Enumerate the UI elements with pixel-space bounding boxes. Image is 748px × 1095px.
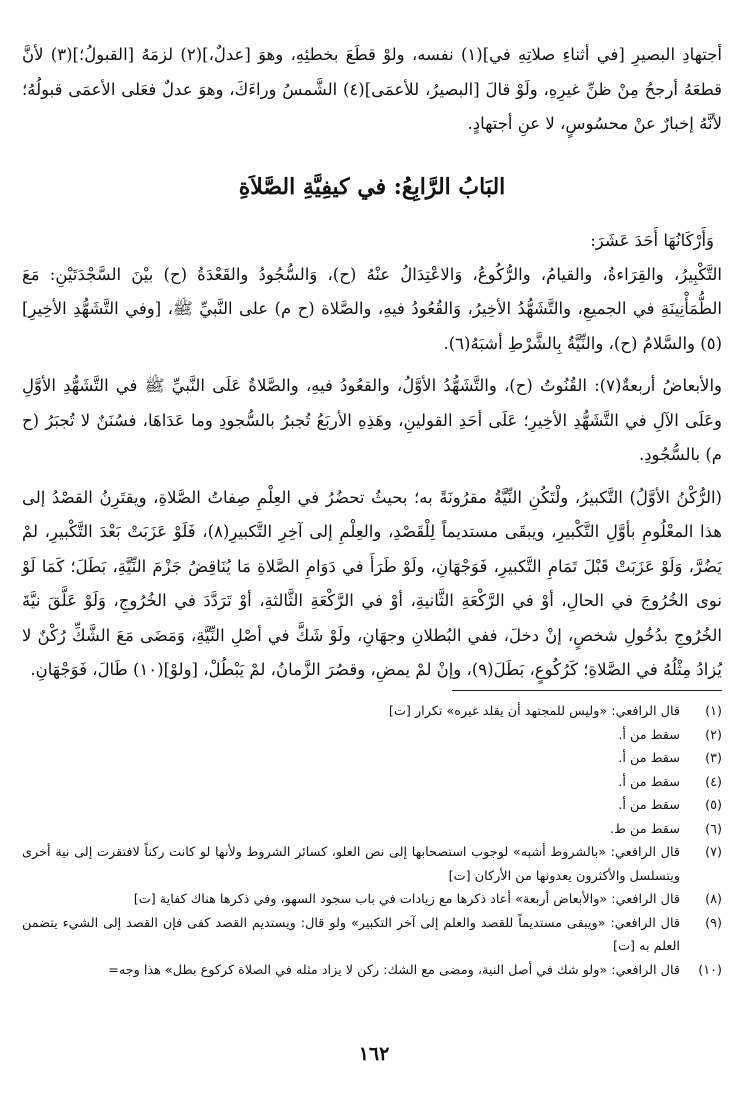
footnote [22, 771, 722, 795]
chapter-title: البَابُ الرَّابِعُ: في كيفِيَّةِ الصَّلاَةِ [238, 173, 506, 200]
footnote [22, 794, 722, 818]
footnote [22, 724, 722, 748]
footnote-divider [452, 690, 722, 691]
first-pillar-paragraph: (الرُّكْنُ الأوَّلُ) التَّكبيرُ، ولْتَكُنِ النِّيَّةُ مقرُونَةً به؛ بحيثُ تحضُرُ في العِلْمِ صِفاتُ الصَّلاةِ، ويقتَرِنُ القصْدُ إلى هذا المعْلُومِ بأوَّلِ التَّكْبيرِ، ويبقَى مستديماً لِلْقَصْدِ، والعِلْمِ إلى آخِرِ التَّكبيرِ(٨)، فَلَوْ عَزَبَتْ بَعْدَ التَّكْبيرِ، لمْ يَضُرَّ، وَلَوْ عَزَبَتْ قَبْلَ تَمَامِ التَّكبيرِ، فَوَجْهَانِ، ولَوْ طَرَأَ في دَوَامِ الصَّلاةِ مَا يُنَاقِضُ جَزْمَ النِّيَّةِ، بَطَلَ؛ كَمَا لَوْ نوى الخُرُوجَ في الحالِ، أوْ في الرَّكْعَةِ الثَّانيةِ، أوْ في الرَّكْعَةِ الثَّالثةِ، أوْ تَرَدَّدَ في الخُرُوجِ، وَلَوْ عَلَّقَ نيَّةَ الخُرُوجِ بدُخُولِ شخصٍ، إنْ دخلَ، ففي البُطلانِ وجهَانِ، ولَوْ شَكَّ في أصْلِ النِّيَّةِ، وَمَضَى مَعَ الشَّكِّ رُكْنٌ لا يُزادُ مِثْلُهُ في الصَّلاةِ؛ كَرُكُوعٍ، بَطَلَ(٩)، وإنْ لمْ يمضِ، وقصُرَ الزَّمانُ، لمْ يَبْطُلْ، [ولوْ](١٠) طَالَ، فَوَجْهَانِ. [22, 487, 723, 679]
footnote [22, 747, 722, 771]
footnote-number: (١) [705, 704, 722, 719]
footnote-text: قال الرافعي: «بالشروط أشبه» لوجوب استصحابها إلى نص العلو، كسائر الشروط ولأنها لو كانت ركناً لافتقرت إلى نية أخرى ويتسلسل والأكثرون يعدونها من الأركان [ت] [22, 845, 680, 884]
pillars-heading: وَأَرْكَانُهَا أَحَدَ عَشَرَ: [590, 230, 714, 250]
pillars-paragraph: التَّكْبِيرُ، والقِرَاءةُ، والقيامُ، والرُّكُوعُ، وَالاعْتِدَالُ عنْهُ (ح)، وَالسُّجُودُ والقَعْدَةُ (ح) بيْنَ السَّجْدَتَيْنِ: مَعَ الطُّمَأْنِينَةِ في الجميعِ، والتَّشَهُّدُ الأخِيرُ، وَالقُعُودُ فيهِ، والصَّلاة (ح م) على النَّبيِّ ﷺ، [وفي التَّشَهُّدِ الأخِيرِ](٥) والسَّلامُ (ح)، والنِّيَّةُ بِالشَّرْطِ أشبَهُ(٦). [22, 264, 722, 353]
footnote-text: سقط من ط. [610, 821, 680, 837]
footnote-text: قال الرافعي: «والأبعاض أربعة» أعاد ذكرها مع زيادات في باب سجود السهو، وفي ذكرها هناك كفاية [ت] [133, 892, 680, 907]
footnote-text: قال الرافعي: «ولو شك في أصل النية، ومضى مع الشك: ركن لا يزاد مثله في الصلاة كركوع بطل» هذا وجه= [108, 962, 680, 978]
footnote-text: سقط من أ. [618, 727, 680, 743]
footnote [22, 841, 722, 888]
footnote-number: (٥) [705, 798, 722, 813]
footnote-number: (٨) [705, 892, 722, 907]
footnote-number: (٦) [705, 821, 722, 837]
footnote-text: قال الرافعي: «وليس للمجتهد أن يقلد غيره» تكرار [ت] [388, 704, 680, 719]
intro-paragraph: أجتهادِ البصيرِ [في أثناءِ صلاتِهِ في](١) نفسه، ولوْ قطَعَ بخطئِهِ، وهوَ [عدلٌ،](٢) لزمَهُ [القبولُ؛](٣) لأنَّ قطعَهُ أرجحُ مِنْ ظنِّ غيرِهِ، ولَوْ قالَ [البصيرُ، للأعمَى](٤) الشَّمسُ وراءَكَ، وهوَ عدلٌ فعَلى الأعمَى قبولُهُ؛ لأنَّهُ إخبارٌ عنْ محسُوسٍ، لا عنِ أجتهادٍ. [22, 45, 723, 133]
footnotes [22, 700, 722, 982]
footnote-number: (٩) [705, 915, 722, 931]
footnote-text: سقط من أ. [618, 798, 680, 813]
footnote-number: (٣) [705, 751, 722, 766]
footnote-number: (٧) [705, 845, 722, 860]
footnote-number: (١٠) [698, 962, 722, 978]
footnote-text: سقط من أ. [618, 751, 680, 766]
abaad-paragraph: والأبعاضُ أربعةٌ(٧): القُنُوتُ (ح)، والتَّشَهُّدُ الأوَّلُ، والقعُودُ فيهِ، والصَّلاةُ عَلَى النَّبيِّ ﷺ في التَّشَهُّدِ الأوَّلِ وعَلَى الآلِ في التَّشَهُّدِ الأخِيرِ؛ عَلَى أحَدِ القولينِ، وهَذِهِ الأربَعُ تُجبرُ بالسُّجودِ وما عَدَاهَا، فسُنَنٌ لا تُجبَرُ (ح م) بالسُّجُودِ. [22, 376, 722, 464]
footnote-text: سقط من أ. [618, 774, 680, 790]
footnote-text: قال الرافعي: «ويبقى مستديماً للقصد والعلم إلى آخر التكبير» ولو قال: ويستديم القصد كفى فإن القصد إلى الشيء يتضمن العلم به [ت] [22, 915, 680, 954]
footnote [22, 818, 722, 842]
footnote-number: (٤) [705, 774, 722, 790]
footnote [22, 912, 722, 959]
page-number: ١٦٢ [358, 1043, 390, 1065]
footnote [22, 888, 722, 912]
footnote [22, 959, 722, 983]
footnote-number: (٢) [705, 727, 722, 743]
footnote [22, 700, 722, 724]
